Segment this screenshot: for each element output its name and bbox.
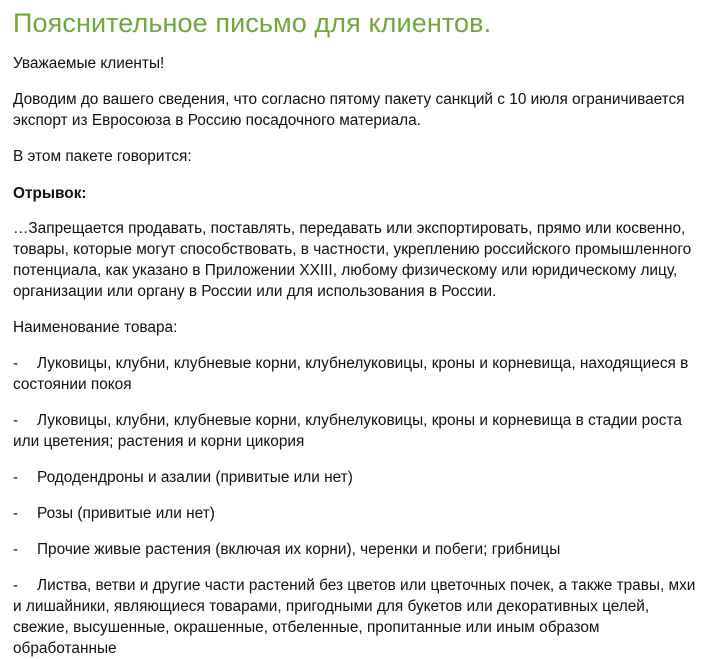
packet-line: В этом пакете говорится: (13, 148, 192, 165)
excerpt-heading: Отрывок: (13, 185, 87, 202)
page-title: Пояснительное письмо для клиентов. (13, 8, 492, 38)
intro-paragraph: Доводим до вашего сведения, что согласно пятому пакету санкций с 10 июля ограничивается экспорт из Евросоюза в Россию посадочного материала. (13, 91, 685, 129)
list-item (13, 353, 707, 395)
list-item (13, 575, 707, 659)
list-item-text: Прочие живые растения (включая их корни), черенки и побеги; грибницы (37, 541, 561, 558)
list-dash: - (13, 541, 19, 558)
goods-list (13, 353, 707, 659)
list-item-text: Луковицы, клубни, клубневые корни, клубнелуковицы, кроны и корневища в стадии роста или цветения; растения и корни цикория (13, 412, 682, 450)
list-item (13, 539, 707, 560)
excerpt-paragraph: …Запрещается продавать, поставлять, передавать или экспортировать, прямо или косвенно, товары, которые могут способствовать, в частности, укреплению российского промышленного потенциала, как указано в Приложении XXIII, любому физическому или юридическому лицу, организации или органу в России или для использования в России. (13, 220, 692, 300)
list-item-text: Листва, ветви и другие части растений без цветов или цветочных почек, а также травы, мхи и лишайники, являющиеся товарами, пригодными для букетов или декоративных целей, свежие, высушенные, окрашенные, отбеленные, пропитанные или иным образом обработанные (13, 577, 696, 657)
list-dash: - (13, 469, 19, 486)
list-item-text: Рододендроны и азалии (привитые или нет) (37, 469, 353, 486)
list-item (13, 467, 707, 488)
list-item-text: Розы (привитые или нет) (37, 505, 215, 522)
greeting: Уважаемые клиенты! (13, 55, 165, 72)
list-item (13, 503, 707, 524)
list-dash: - (13, 355, 19, 372)
list-dash: - (13, 577, 19, 594)
list-dash: - (13, 412, 19, 429)
list-item (13, 410, 707, 452)
list-item-text: Луковицы, клубни, клубневые корни, клубнелуковицы, кроны и корневища, находящиеся в состоянии покоя (13, 355, 689, 393)
list-dash: - (13, 505, 19, 522)
goods-heading: Наименование товара: (13, 319, 178, 336)
